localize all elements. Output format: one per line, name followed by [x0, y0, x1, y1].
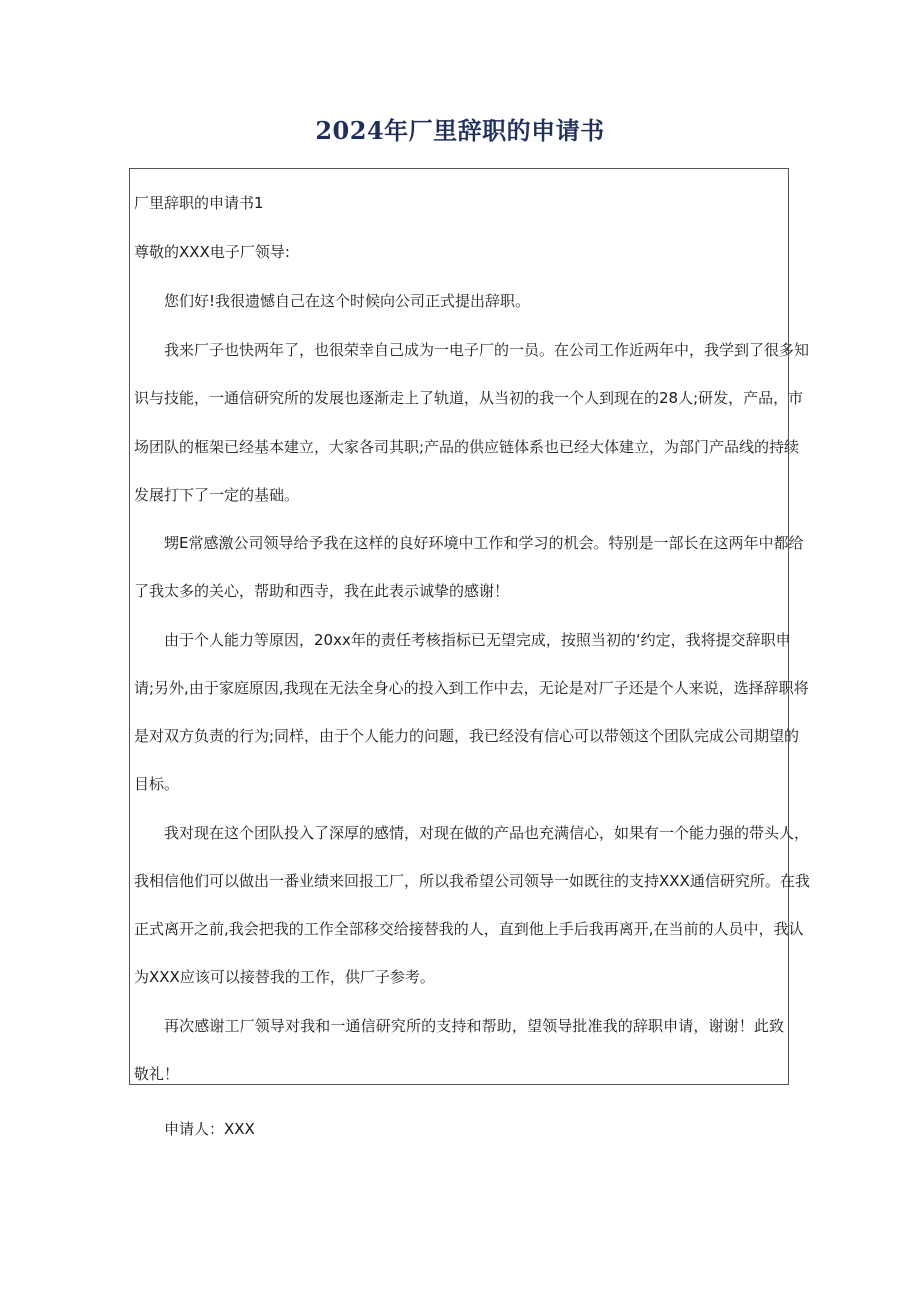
paragraph-line: 场团队的框架已经基本建立，大家各司其职;产品的供应链体系也已经大体建立，为部门产品线的持续 — [134, 438, 800, 456]
paragraph-line: 为XXX应该可以接替我的工作，供厂子参考。 — [134, 968, 435, 986]
section-heading: 厂里辞职的申请书1 — [134, 194, 264, 212]
paragraph-line: 请;另外,由于家庭原因,我现在无法全身心的投入到工作中去，无论是对厂子还是个人来说，选择辞职将 — [134, 679, 809, 697]
paragraph-greeting: 您们好!我很遗憾自己在这个时候向公司正式提出辞职。 — [164, 292, 531, 310]
paragraph-line: 我来厂子也快两年了，也很荣幸自己成为一电子厂的一员。在公司工作近两年中，我学到了很多知 — [164, 341, 810, 359]
paragraph-line: 了我太多的关心，帮助和西寺，我在此表示诚挚的感谢！ — [134, 582, 510, 600]
paragraph-line: 我对现在这个团队投入了深厚的感情，对现在做的产品也充满信心，如果有一个能力强的带头人， — [164, 824, 810, 842]
paragraph-line: 我相信他们可以做出一番业绩来回报工厂，所以我希望公司领导一如既往的支持XXX通信研究所。在我 — [134, 872, 810, 890]
paragraph-line: 正式离开之前,我会把我的工作全部移交给接替我的人，直到他上手后我再离开,在当前的人员中，我认 — [134, 920, 804, 938]
paragraph-line: 目标。 — [134, 775, 180, 793]
paragraph-line: 由于个人能力等原因，20xx年的责任考核指标已无望完成，按照当初的‘约定，我将提交辞职申 — [164, 631, 791, 649]
closing-line: 敬礼！ — [134, 1065, 180, 1083]
paragraph-line: 再次感谢工厂领导对我和一通信研究所的支持和帮助，望领导批准我的辞职申请，谢谢！此致 — [164, 1017, 784, 1035]
letter-frame — [129, 168, 810, 1085]
paragraph-line: 识与技能，一通信研究所的发展也逐渐走上了轨道，从当初的我一个人到现在的28人;研发，产品，市 — [134, 389, 804, 407]
paragraph-line: 发展打下了一定的基础。 — [134, 486, 300, 504]
paragraph-line: 甥E常感激公司领导给予我在这样的良好环境中工作和学习的机会。特别是一部长在这两年中都给 — [164, 534, 804, 552]
paragraph-line: 是对双方负责的行为;同样，由于个人能力的问题，我已经没有信心可以带领这个团队完成公司期望的 — [134, 727, 800, 745]
applicant-signature: 申请人：XXX — [164, 1120, 255, 1138]
salutation: 尊敬的XXX电子厂领导: — [134, 243, 290, 261]
page-title: 2024年厂里辞职的申请书 — [315, 116, 605, 145]
